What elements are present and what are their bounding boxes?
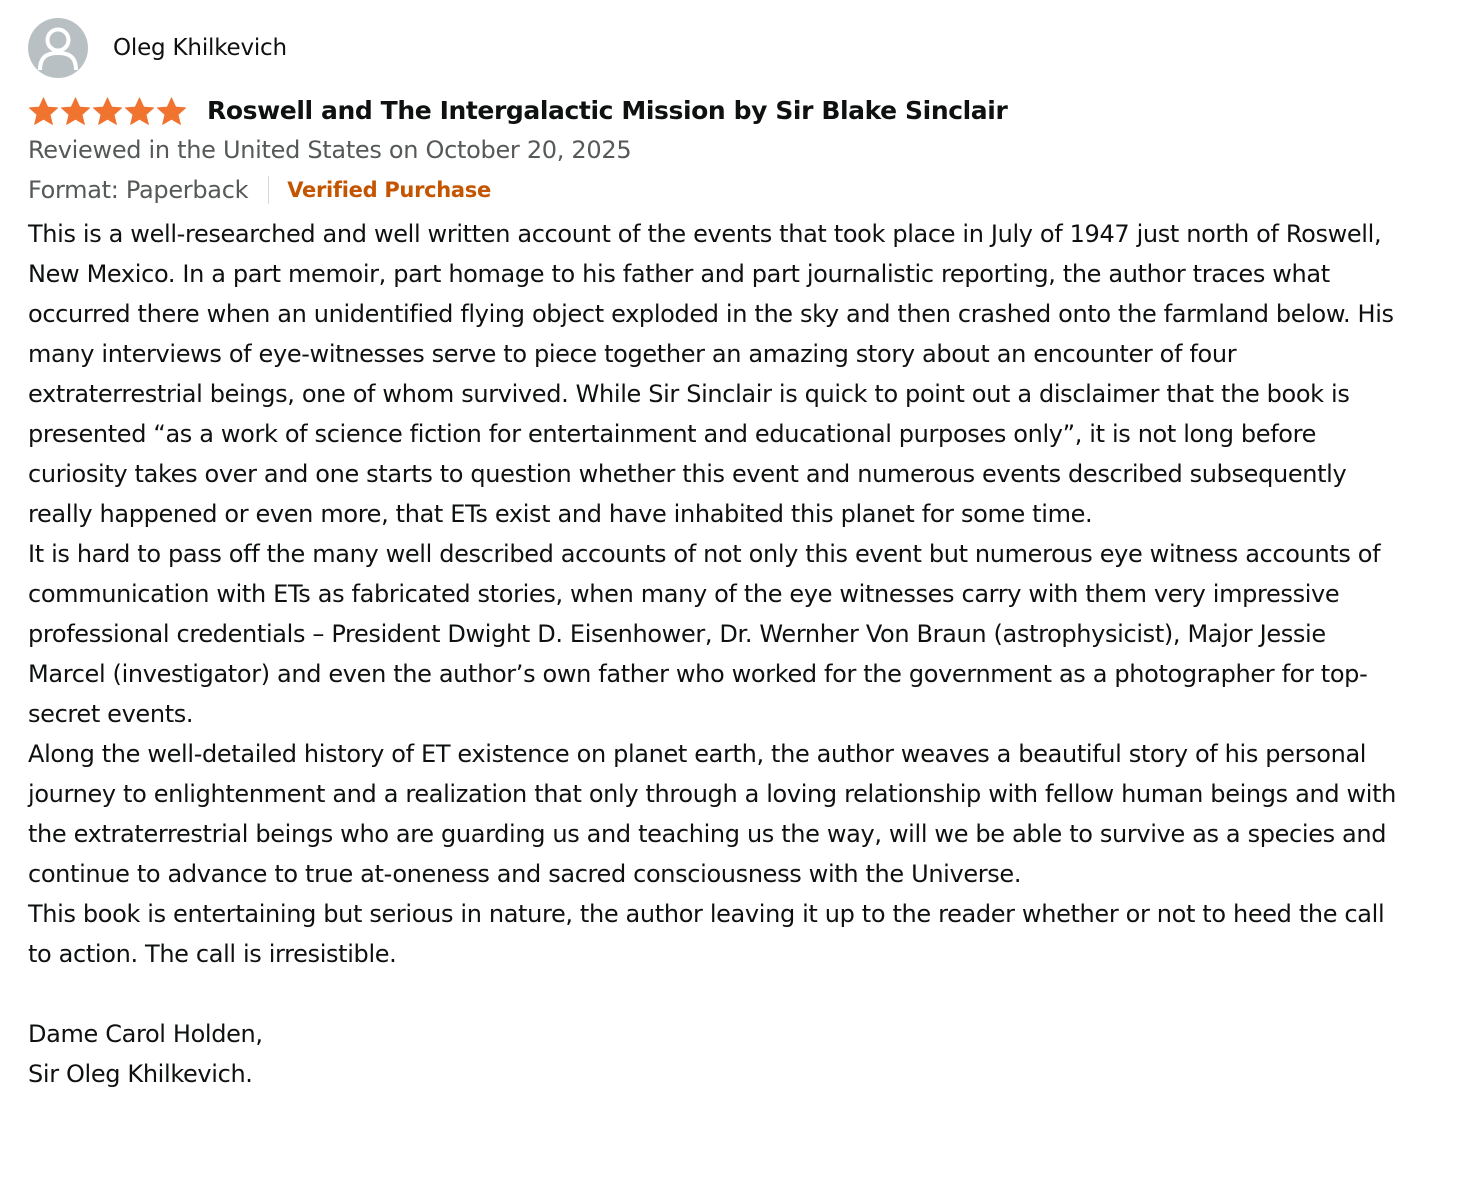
default-user-icon bbox=[28, 18, 88, 78]
review-paragraph: This is a well-researched and well written account of the events that took place in July of 1947 just north of Roswell, New Mexico. In a part memoir, part homage to his father and part journalistic reporting, the author traces what occurred there when an unidentified flying object exploded in the sky and then crashed onto the farmland below. His many interviews of eye-witnesses serve to piece together an amazing story about an encounter of four extraterrestrial beings, one of whom survived. While Sir Sinclair is quick to point out a disclaimer that the book is presented “as a work of science fiction for entertainment and educational purposes only”, it is not long before curiosity takes over and one starts to question whether this event and numerous events described subsequently really happened or even more, that ETs exist and have inhabited this planet for some time. bbox=[28, 220, 1394, 528]
meta-divider bbox=[268, 176, 269, 204]
star-icon bbox=[156, 96, 187, 126]
star-icon bbox=[60, 96, 91, 126]
signature-line: Dame Carol Holden, bbox=[28, 1020, 263, 1048]
star-icon bbox=[28, 96, 59, 126]
reviewer-profile[interactable] bbox=[28, 18, 1428, 78]
review-paragraph: It is hard to pass off the many well described accounts of not only this event but numerous eye witness accounts of communication with ETs as fabricated stories, when many of the eye witnesses carry with them very impressive professional credentials – President Dwight D. Eisenhower, Dr. Wernher Von Braun (astrophysicist), Major Jessie Marcel (investigator) and even the author’s own father who worked for the government as a photographer for top-secret events. bbox=[28, 540, 1381, 728]
review-title-row bbox=[28, 93, 1428, 129]
format-link[interactable]: Format: Paperback bbox=[28, 176, 249, 204]
review-paragraph: Along the well-detailed history of ET existence on planet earth, the author weaves a beautiful story of his personal journey to enlightenment and a realization that only through a loving relationship with fellow human beings and with the extraterrestrial beings who are guarding us and teaching us the way, will we be able to survive as a species and continue to advance to true at-oneness and sacred consciousness with the Universe. bbox=[28, 740, 1397, 888]
review-title[interactable]: Roswell and The Intergalactic Mission by Sir Blake Sinclair bbox=[207, 96, 1008, 125]
verified-purchase-badge: Verified Purchase bbox=[287, 178, 491, 202]
reviewer-name[interactable]: Oleg Khilkevich bbox=[113, 35, 287, 61]
review-meta bbox=[28, 174, 1428, 206]
star-icon bbox=[92, 96, 123, 126]
signature-line: Sir Oleg Khilkevich. bbox=[28, 1060, 253, 1088]
review-date: Reviewed in the United States on October 20, 2025 bbox=[28, 136, 632, 164]
star-rating[interactable] bbox=[28, 96, 188, 126]
paragraph-spacer bbox=[28, 974, 1408, 1014]
avatar[interactable] bbox=[28, 18, 88, 78]
review-body bbox=[28, 214, 1408, 1094]
customer-review bbox=[28, 18, 1428, 1094]
star-icon bbox=[124, 96, 155, 126]
review-paragraph: This book is entertaining but serious in nature, the author leaving it up to the reader whether or not to heed the call to action. The call is irresistible. bbox=[28, 900, 1385, 968]
